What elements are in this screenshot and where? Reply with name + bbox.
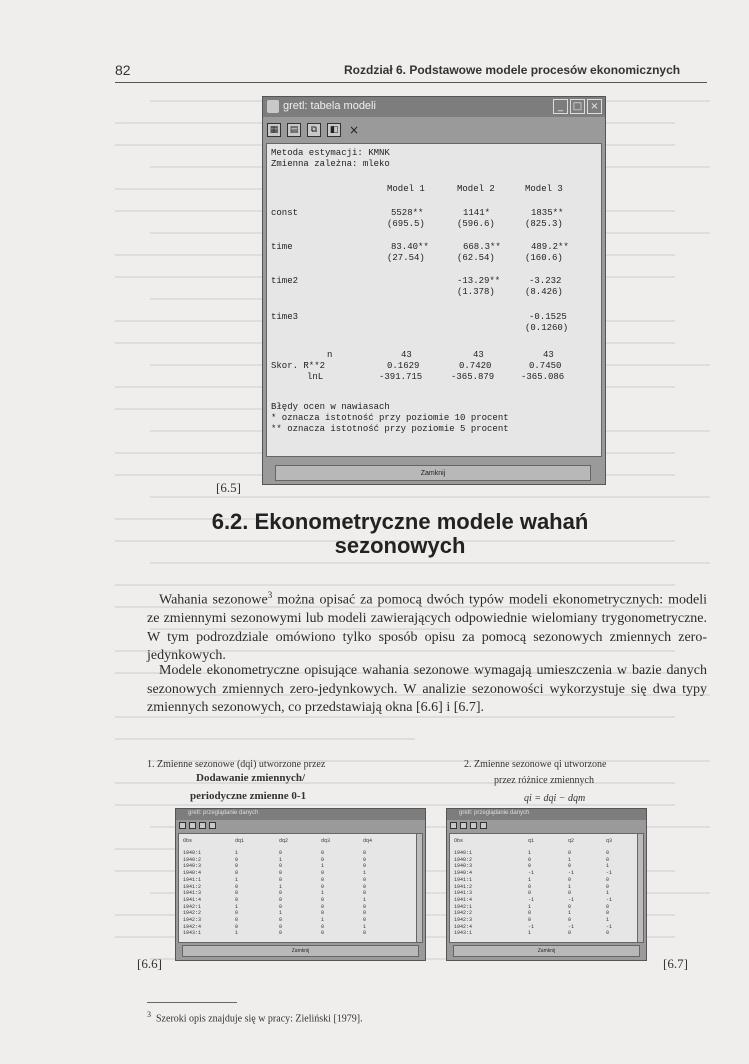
grid-cell: -1 bbox=[528, 870, 535, 877]
grid-cell: -1 bbox=[606, 896, 613, 903]
grid-cell: 0 bbox=[321, 923, 325, 930]
latex-icon[interactable]: ◧ bbox=[327, 123, 341, 137]
footnote-mark: 3 bbox=[147, 1010, 151, 1019]
dependent-line: Zmienna zależna: mleko bbox=[271, 159, 390, 169]
grid-cell: 0 bbox=[235, 896, 239, 903]
grid-cell: 0 bbox=[321, 870, 325, 877]
caption-right-line2: przez różnice zmiennych bbox=[494, 775, 594, 786]
model-table-window bbox=[262, 96, 606, 485]
grid-cell: 0 bbox=[363, 930, 367, 937]
column-header[interactable]: q2 bbox=[568, 838, 575, 844]
grid-cell: 0 bbox=[606, 910, 610, 917]
coef: 1141* bbox=[463, 208, 491, 218]
grid-cell: 0 bbox=[321, 876, 325, 883]
grid-cell: 0 bbox=[321, 896, 325, 903]
grid-cell: 1 bbox=[568, 910, 572, 917]
stat-value: 43 bbox=[543, 350, 554, 360]
close-button[interactable]: Zamknij bbox=[182, 945, 419, 957]
coef: 1835** bbox=[531, 208, 564, 218]
maximize-icon[interactable]: □ bbox=[570, 99, 585, 114]
save-icon[interactable] bbox=[179, 822, 186, 829]
grid-cell: 1943:1 bbox=[454, 930, 473, 937]
grid-cell: 1942:1 bbox=[454, 903, 473, 910]
grid-cell: 0 bbox=[606, 850, 610, 856]
grid-cell: 1 bbox=[568, 883, 572, 890]
column-header[interactable]: q3 bbox=[606, 838, 613, 844]
grid-cell: 1941:1 bbox=[183, 876, 202, 883]
grid-cell: 1941:2 bbox=[183, 883, 202, 890]
method-line: Metoda estymacji: KMNK bbox=[271, 148, 390, 158]
grid-cell: 0 bbox=[235, 883, 239, 890]
grid-cell: 1943:1 bbox=[183, 930, 202, 937]
grid-cell: 1 bbox=[235, 903, 239, 910]
caption-left-line2: Dodawanie zmiennych/ bbox=[196, 772, 306, 784]
edit-icon[interactable] bbox=[480, 822, 487, 829]
coef: 489.2** bbox=[531, 242, 569, 252]
paragraph-text: można opisać za pomocą dwóch typów modeli ekonometrycznych: modeli ze zmiennymi sezonowymi lub modeli zawierających odpowiednie wielomiany trygonometryczne. W tym podrozdziale omówiono tylko sposób opisu za pomocą sezonowych zmiennych zero-jedynkowych. bbox=[147, 592, 707, 664]
coef: 5528** bbox=[391, 208, 424, 218]
row-label: time bbox=[271, 242, 293, 252]
close-button[interactable]: Zamknij bbox=[453, 945, 640, 957]
copy-icon[interactable]: ⧉ bbox=[307, 123, 321, 137]
grid-cell: 0 bbox=[363, 863, 367, 870]
stat-value: 43 bbox=[401, 350, 412, 360]
stat-value: -365.086 bbox=[521, 372, 565, 382]
grid-cell: 0 bbox=[363, 910, 367, 917]
app-icon bbox=[267, 100, 279, 113]
row-label: const bbox=[271, 208, 299, 218]
grid-cell: 0 bbox=[568, 863, 572, 870]
grid-cell: 0 bbox=[279, 876, 283, 883]
grid-cell: 0 bbox=[235, 890, 239, 897]
caption-right-line1: 2. Zmienne sezonowe qi utworzone bbox=[464, 759, 607, 770]
window-titlebar[interactable] bbox=[176, 809, 425, 820]
grid-cell: 1941:4 bbox=[183, 896, 202, 903]
grid-cell: 0 bbox=[528, 890, 532, 897]
section-title: Ekonometryczne modele wahań sezonowych bbox=[254, 509, 589, 558]
grid-cell: 0 bbox=[528, 863, 532, 870]
footnote-mark: 3 bbox=[267, 590, 273, 600]
grid-cell: 1942:4 bbox=[454, 923, 473, 930]
column-header[interactable]: dq4 bbox=[363, 838, 373, 844]
grid-cell: 1 bbox=[606, 890, 610, 897]
note: * oznacza istotność przy poziomie 10 procent bbox=[271, 413, 509, 423]
data-grid bbox=[449, 833, 638, 943]
grid-cell: -1 bbox=[568, 870, 575, 877]
paragraph-text: Modele ekonometryczne opisujące wahania sezonowe wymagają umieszczenia w bazie danych sezonowych zmiennych zero-jedynkowych. W analizie sezonowości wykorzystuje się dwa typy zmiennych sezonowych, co przedstawiają okna [6.6] i [6.7]. bbox=[147, 663, 707, 716]
copy-icon[interactable] bbox=[199, 822, 206, 829]
grid-cell: 1941:2 bbox=[454, 883, 473, 890]
se: (160.6) bbox=[525, 253, 563, 263]
grid-cell: 0 bbox=[279, 896, 283, 903]
save-icon[interactable] bbox=[450, 822, 457, 829]
grid-cell: 0 bbox=[321, 930, 325, 937]
grid-cell: 0 bbox=[363, 876, 367, 883]
figure-ref-6-7: [6.7] bbox=[663, 956, 688, 971]
grid-cell: 0 bbox=[279, 917, 283, 923]
grid-cell: 0 bbox=[279, 903, 283, 910]
minimize-icon[interactable]: _ bbox=[553, 99, 568, 114]
window-title: gretl: tabela modeli bbox=[283, 100, 376, 112]
grid-cell: 0 bbox=[568, 850, 572, 856]
figure-ref-6-6: [6.6] bbox=[137, 956, 162, 971]
grid-cell: -1 bbox=[568, 923, 575, 930]
grid-cell: 1942:1 bbox=[183, 903, 202, 910]
grid-cell: -1 bbox=[568, 896, 575, 903]
model-output bbox=[266, 143, 602, 457]
print-icon[interactable] bbox=[460, 822, 467, 829]
window-title: gretl: przeglądanie danych bbox=[459, 810, 530, 816]
grid-cell: 0 bbox=[606, 856, 610, 863]
grid-cell: 1942:4 bbox=[183, 923, 202, 930]
grid-cell: 0 bbox=[568, 903, 572, 910]
coef: -0.1525 bbox=[529, 312, 567, 322]
grid-cell: 0 bbox=[279, 850, 283, 856]
grid-cell: 0 bbox=[235, 910, 239, 917]
print-icon[interactable]: ▤ bbox=[287, 123, 301, 137]
grid-cell: 1 bbox=[528, 903, 532, 910]
grid-cell: -1 bbox=[528, 896, 535, 903]
col-header: Model 3 bbox=[525, 184, 563, 194]
grid-cell: 0 bbox=[279, 870, 283, 877]
grid-cell: 0 bbox=[528, 883, 532, 890]
grid-cell: 1940:4 bbox=[183, 870, 202, 877]
footnote-text: Szeroki opis znajduje się w pracy: Zieliński [1979]. bbox=[156, 1013, 363, 1025]
grid-cell: 0 bbox=[235, 917, 239, 923]
window-titlebar[interactable] bbox=[447, 809, 646, 820]
grid-cell: 0 bbox=[279, 890, 283, 897]
grid-cell: 0 bbox=[279, 863, 283, 870]
stat-label: n bbox=[327, 350, 333, 360]
stat-value: 0.1629 bbox=[387, 361, 420, 371]
grid-cell: 1940:1 bbox=[183, 850, 202, 856]
edit-icon[interactable] bbox=[209, 822, 216, 829]
grid-cell: 1 bbox=[321, 917, 325, 923]
grid-cell: 0 bbox=[363, 917, 367, 923]
column-header[interactable]: dq1 bbox=[235, 838, 245, 844]
grid-cell: 0 bbox=[528, 856, 532, 863]
column-header[interactable]: dq3 bbox=[321, 838, 331, 844]
print-icon[interactable] bbox=[189, 822, 196, 829]
se: (1.378) bbox=[457, 287, 495, 297]
stat-value: 0.7420 bbox=[459, 361, 492, 371]
row-label: time2 bbox=[271, 276, 299, 286]
figure-ref-6-5: [6.5] bbox=[216, 480, 241, 495]
grid-cell: 0 bbox=[321, 903, 325, 910]
grid-cell: 1941:4 bbox=[454, 896, 473, 903]
grid-cell: 0 bbox=[528, 910, 532, 917]
grid-cell: -1 bbox=[528, 923, 535, 930]
close-toolbar-icon[interactable]: × bbox=[348, 123, 360, 137]
data-window-right bbox=[446, 808, 647, 961]
stat-value: -391.715 bbox=[379, 372, 423, 382]
grid-cell: 1 bbox=[568, 856, 572, 863]
copy-icon[interactable] bbox=[470, 822, 477, 829]
grid-cell: 1 bbox=[363, 870, 367, 877]
caption-right-line3: qi = dqi − dqm bbox=[524, 793, 586, 804]
paragraph-1 bbox=[147, 586, 707, 666]
column-header[interactable]: dq2 bbox=[279, 838, 289, 844]
column-header[interactable]: q1 bbox=[528, 838, 535, 844]
stat-value: 43 bbox=[473, 350, 484, 360]
grid-cell: 1 bbox=[606, 917, 610, 923]
col-header: Model 1 bbox=[387, 184, 425, 194]
data-grid bbox=[178, 833, 417, 943]
grid-cell: 0 bbox=[363, 850, 367, 856]
stat-value: -365.879 bbox=[451, 372, 495, 382]
column-header[interactable]: Obs bbox=[183, 838, 193, 844]
grid-cell: 1 bbox=[528, 930, 532, 937]
grid-cell: 1 bbox=[321, 863, 325, 870]
grid-cell: 1 bbox=[279, 910, 283, 917]
grid-cell: 0 bbox=[235, 870, 239, 877]
grid-cell: 0 bbox=[568, 876, 572, 883]
coef: -13.29** bbox=[457, 276, 501, 286]
grid-cell: 0 bbox=[606, 883, 610, 890]
caption-left-line3: periodyczne zmienne 0-1 bbox=[190, 790, 307, 802]
grid-cell: 0 bbox=[363, 903, 367, 910]
coef: 83.40** bbox=[391, 242, 429, 252]
grid-cell: 1 bbox=[363, 896, 367, 903]
grid-cell: 0 bbox=[606, 903, 610, 910]
scrollbar[interactable] bbox=[637, 833, 644, 943]
grid-cell: -1 bbox=[606, 923, 613, 930]
se: (8.426) bbox=[525, 287, 563, 297]
se: (62.54) bbox=[457, 253, 495, 263]
grid-cell: 1942:2 bbox=[183, 910, 202, 917]
grid-cell: 1940:3 bbox=[183, 863, 202, 870]
data-window-left bbox=[175, 808, 426, 961]
col-header: Model 2 bbox=[457, 184, 495, 194]
grid-cell: 1940:2 bbox=[183, 856, 202, 863]
window-titlebar[interactable] bbox=[263, 97, 605, 117]
grid-cell: 1 bbox=[528, 850, 532, 856]
se: (825.3) bbox=[525, 219, 563, 229]
grid-cell: 0 bbox=[606, 876, 610, 883]
grid-cell: 1940:1 bbox=[454, 850, 473, 856]
grid-cell: 1941:3 bbox=[183, 890, 202, 897]
grid-cell: 1941:1 bbox=[454, 876, 473, 883]
se: (596.6) bbox=[457, 219, 495, 229]
grid-cell: 0 bbox=[321, 910, 325, 917]
grid-cell: 1 bbox=[235, 850, 239, 856]
se: (27.54) bbox=[387, 253, 425, 263]
grid-cell: 1942:2 bbox=[454, 910, 473, 917]
footnote-rule bbox=[147, 1002, 237, 1003]
grid-cell: 0 bbox=[235, 923, 239, 930]
grid-cell: 0 bbox=[235, 863, 239, 870]
row-label: time3 bbox=[271, 312, 299, 322]
grid-cell: -1 bbox=[606, 870, 613, 877]
stat-value: 0.7450 bbox=[529, 361, 562, 371]
close-button[interactable]: Zamknij bbox=[275, 465, 591, 481]
grid-cell: 0 bbox=[321, 883, 325, 890]
close-icon[interactable]: × bbox=[587, 99, 602, 114]
grid-cell: 0 bbox=[568, 930, 572, 937]
grid-cell: 1 bbox=[321, 890, 325, 897]
grid-cell: 0 bbox=[568, 917, 572, 923]
stat-label: Skor. R**2 bbox=[271, 361, 326, 371]
grid-cell: 1 bbox=[279, 856, 283, 863]
grid-cell: 0 bbox=[606, 930, 610, 937]
running-head: Rozdział 6. Podstawowe modele procesów ekonomicznych bbox=[344, 63, 681, 77]
grid-cell: 0 bbox=[568, 890, 572, 897]
grid-cell: 0 bbox=[279, 923, 283, 930]
se: (695.5) bbox=[387, 219, 425, 229]
grid-cell: 1 bbox=[235, 876, 239, 883]
scrollbar[interactable] bbox=[416, 833, 423, 943]
grid-cell: 1942:3 bbox=[183, 917, 202, 923]
grid-cell: 1940:3 bbox=[454, 863, 473, 870]
grid-cell: 0 bbox=[363, 883, 367, 890]
grid-cell: 0 bbox=[321, 856, 325, 863]
save-icon[interactable]: ▦ bbox=[267, 123, 281, 137]
se: (0.1260) bbox=[525, 323, 569, 333]
grid-cell: 0 bbox=[235, 856, 239, 863]
grid-cell: 0 bbox=[279, 930, 283, 937]
page-number: 82 bbox=[115, 62, 131, 78]
grid-cell: 1 bbox=[528, 876, 532, 883]
header-rule bbox=[115, 82, 707, 83]
grid-cell: 0 bbox=[363, 890, 367, 897]
grid-cell: 0 bbox=[363, 856, 367, 863]
coef: 668.3** bbox=[463, 242, 501, 252]
grid-cell: 1941:3 bbox=[454, 890, 473, 897]
note: ** oznacza istotność przy poziomie 5 procent bbox=[271, 424, 509, 434]
window-title: gretl: przeglądanie danych bbox=[188, 810, 259, 816]
grid-cell: 0 bbox=[321, 850, 325, 856]
grid-cell: 1 bbox=[279, 883, 283, 890]
section-number: 6.2. bbox=[211, 509, 249, 534]
section-heading bbox=[160, 510, 640, 558]
paragraph-text: Wahania sezonowe bbox=[159, 592, 268, 608]
grid-cell: 1 bbox=[235, 930, 239, 937]
stat-label: lnL bbox=[307, 372, 324, 382]
grid-cell: 1940:2 bbox=[454, 856, 473, 863]
grid-cell: 1942:3 bbox=[454, 917, 473, 923]
caption-left-line1: 1. Zmienne sezonowe (dqi) utworzone przez bbox=[147, 759, 326, 770]
grid-cell: 1940:4 bbox=[454, 870, 473, 877]
grid-cell: 1 bbox=[606, 863, 610, 870]
column-header[interactable]: Obs bbox=[454, 838, 464, 844]
coef: -3.232 bbox=[529, 276, 562, 286]
paragraph-2 bbox=[147, 662, 707, 718]
note: Błędy ocen w nawiasach bbox=[271, 402, 390, 412]
footnote bbox=[147, 1010, 363, 1024]
grid-cell: 1 bbox=[363, 923, 367, 930]
grid-cell: 0 bbox=[528, 917, 532, 923]
